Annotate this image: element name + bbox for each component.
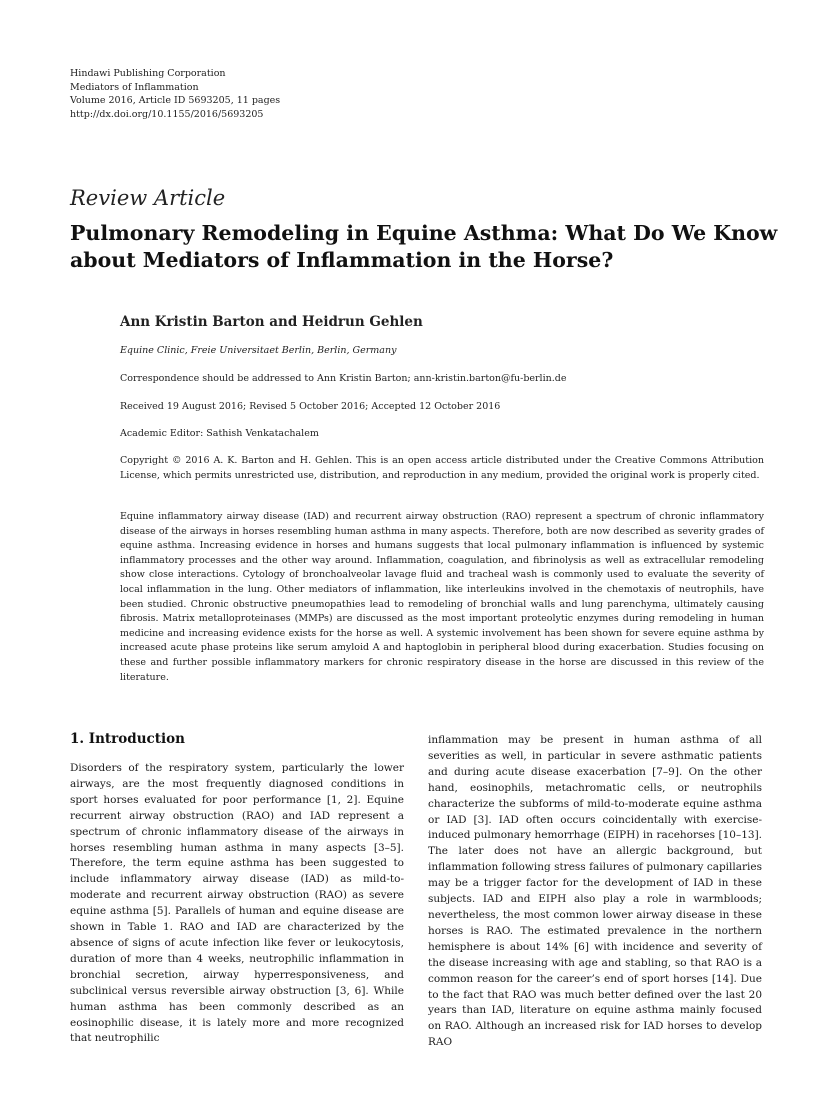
doi-link[interactable]: http://dx.doi.org/10.1155/2016/5693205 (70, 108, 264, 120)
section-heading-introduction: 1. Introduction (70, 731, 185, 747)
received-dates: Received 19 August 2016; Revised 5 October 2016; Accepted 12 October 2016 (120, 401, 501, 412)
abstract: Equine inflammatory airway disease (IAD) and recurrent airway obstruction (RAO) represent a spectrum of chronic inflammatory disease of the airways in horses resembling human asthma in many aspects. Therefore, both are now described as severity grades of equine asthma. Increasing evidence in horses and humans suggests that local pulmonary inflammation is influenced by systemic inflammatory processes and the other way around. Inflammation, coagulation, and fibrinolysis as well as extracellular remodeling show close interactions. Cytology of bronchoalveolar lavage fluid and tracheal wash is commonly used to evaluate the severity of local inflammation in the lung. Other mediators of inflammation, like interleukins involved in the chemotaxis of neutrophils, have been studied. Chronic obstructive pneumopathies lead to remodeling of bronchial walls and lung parenchyma, ultimately causing fibrosis. Matrix metalloproteinases (MMPs) are discussed as the most important proteolytic enzymes during remodeling in human medicine and increasing evidence exists for the horse as well. A systemic involvement has been shown for severe equine asthma by increased acute phase proteins like serum amyloid A and haptoglobin in peripheral blood during exacerbation. Studies focusing on these and further possible inflammatory markers for chronic respiratory disease in the horse are discussed in this review of the literature. (120, 511, 764, 683)
body-column-right: inflammation may be present in human asthma of all severities as well, in particular in severe asthmatic patients and during acute disease exacerbation [7–9]. On the other hand, eosinophils, metachromatic cells, or neutrophils characterize the subforms of mild-to-moderate equine asthma or IAD [3]. IAD often occurs coincidentally with exercise-induced pulmonary hemorrhage (EIPH) in racehorses [10–13]. The later does not have an allergic background, but inflammation following stress failures of pulmonary capillaries may be a trigger factor for the development of IAD in these subjects. IAD and EIPH also play a role in warmbloods; nevertheless, the most common lower airway disease in these horses is RAO. The estimated prevalence in the northern hemisphere is about 14% [6] with incidence and severity of the disease increasing with age and stabling, so that RAO is a common reason for the career’s end of sport horses [14]. Due to the fact that RAO was much better defined over the last 20 years than IAD, literature on equine asthma mainly focused on RAO. Although an increased risk for IAD horses to develop RAO (428, 734, 762, 1049)
article-title-line-1: Pulmonary Remodeling in Equine Asthma: What Do We Know (70, 221, 778, 245)
copyright-notice: Copyright © 2016 A. K. Barton and H. Gehlen. This is an open access article distributed under the Creative Commons Attribution License, which permits unrestricted use, distribution, and reproduction in any medium, provided the original work is properly cited. (120, 455, 764, 481)
article-title-line-2: about Mediators of Inflammation in the Horse? (70, 248, 614, 272)
article-title (70, 220, 778, 274)
volume-info: Volume 2016, Article ID 5693205, 11 pages (70, 95, 281, 106)
journal-name: Mediators of Inflammation (70, 81, 199, 93)
author-list: Ann Kristin Barton and Heidrun Gehlen (120, 314, 423, 330)
article-type: Review Article (70, 186, 226, 210)
publisher-name: Hindawi Publishing Corporation (70, 68, 226, 79)
publication-info (70, 67, 280, 121)
affiliation: Equine Clinic, Freie Universitaet Berlin, Berlin, Germany (120, 345, 397, 356)
academic-editor: Academic Editor: Sathish Venkatachalem (120, 428, 319, 439)
body-column-left: Disorders of the respiratory system, particularly the lower airways, are the most frequently diagnosed conditions in sport horses evaluated for poor performance [1, 2]. Equine recurrent airway obstruction (RAO) and IAD represent a spectrum of chronic inflammatory disease of the airways in horses resembling human asthma in many aspects [3–5]. Therefore, the term equine asthma has been suggested to include inflammatory airway disease (IAD) as mild-to-moderate and recurrent airway obstruction (RAO) as severe equine asthma [5]. Parallels of human and equine disease are shown in Table 1. RAO and IAD are characterized by the absence of signs of acute infection like fever or leukocytosis, duration of more than 4 weeks, neutrophilic inflammation in bronchial secretion, airway hyperresponsiveness, and subclinical versus reversible airway obstruction [3, 6]. While human asthma has been commonly described as an eosinophilic disease, it is lately more and more recognized that neutrophilic (70, 762, 404, 1045)
correspondence: Correspondence should be addressed to Ann Kristin Barton; ann-kristin.barton@fu-berlin.de (120, 373, 567, 384)
